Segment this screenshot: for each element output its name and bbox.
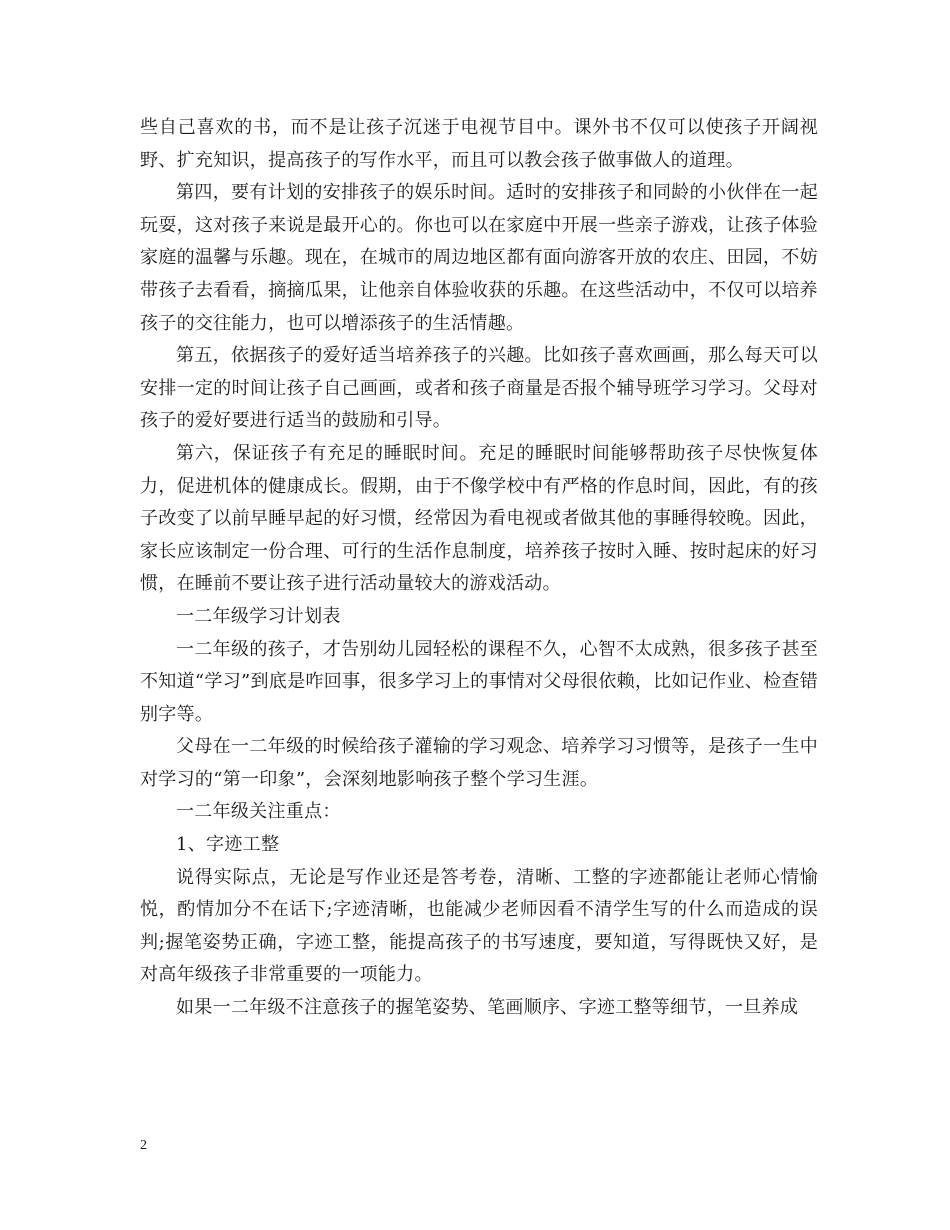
paragraph-point-four: 第四，要有计划的安排孩子的娱乐时间。适时的安排孩子和同龄的小伙伴在一起玩耍，这对孩子来说是最开心的。你也可以在家庭中开展一些亲子游戏，让孩子体验家庭的温馨与乐趣。现在，在城市的周边地区都有面向游客开放的农庄、田园，不妨带孩子去看看，摘摘瓜果，让他亲自体验收获的乐趣。在这些活动中，不仅可以培养孩子的交往能力，也可以增添孩子的生活情趣。 [140, 182, 818, 334]
paragraph-point-six: 第六，保证孩子有充足的睡眠时间。充足的睡眠时间能够帮助孩子尽快恢复体力，促进机体的健康成长。假期，由于不像学校中有严格的作息时间，因此，有的孩子改变了以前早睡早起的好习惯，经常因为看电视或者做其他的事睡得较晚。因此，家长应该制定一份合理、可行的生活作息制度，培养孩子按时入睡、按时起床的好习惯，在睡前不要让孩子进行活动量较大的游戏活动。 [140, 442, 818, 595]
document-body [140, 112, 818, 1025]
list-item-handwriting: 1、字迹工整 [176, 834, 280, 856]
section-heading-key-points: 一二年级关注重点： [176, 801, 341, 823]
section-heading-study-plan: 一二年级学习计划表 [176, 605, 341, 627]
page-number: 2 [140, 1138, 147, 1153]
paragraph-continuation: 些自己喜欢的书，而不是让孩子沉迷于电视节目中。课外书不仅可以使孩子开阔视野、扩充知识，提高孩子的写作水平，而且可以教会孩子做事做人的道理。 [140, 117, 818, 171]
paragraph-intro: 一二年级的孩子，才告别幼儿园轻松的课程不久，心智不太成熟，很多孩子甚至不知道“学习”到底是咋回事，很多学习上的事情对父母很依赖，比如记作业、检查错别字等。 [140, 638, 818, 725]
paragraph-first-impression: 父母在一二年级的时候给孩子灌输的学习观念、培养学习习惯等，是孩子一生中对学习的“第一印象”，会深刻地影响孩子整个学习生涯。 [140, 736, 818, 790]
paragraph-handwriting-continued: 如果一二年级不注意孩子的握笔姿势、笔画顺序、字迹工整等细节，一旦养成 [176, 997, 799, 1019]
paragraph-handwriting: 说得实际点，无论是写作业还是答考卷，清晰、工整的字迹都能让老师心情愉悦，酌情加分不在话下;字迹清晰，也能减少老师因看不清学生写的什么而造成的误判;握笔姿势正确，字迹工整，能提高孩子的书写速度，要知道，写得既快又好，是对高年级孩子非常重要的一项能力。 [140, 866, 818, 986]
paragraph-point-five: 第五，依据孩子的爱好适当培养孩子的兴趣。比如孩子喜欢画画，那么每天可以安排一定的时间让孩子自己画画，或者和孩子商量是否报个辅导班学习学习。父母对孩子的爱好要进行适当的鼓励和引导。 [140, 345, 818, 432]
